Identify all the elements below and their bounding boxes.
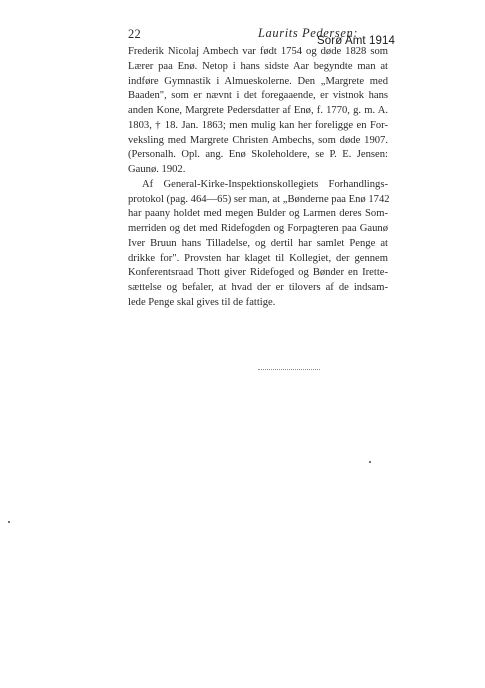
text-line: merriden og det med Ridefogden og Forpagteren paa Gaunø <box>128 223 388 234</box>
text-line: Konferentsraad Thott giver Ridefoged og Bønder en Irette- <box>128 267 388 279</box>
scan-speck <box>369 461 371 463</box>
text-line: veksling med Margrete Christen Ambechs, som døde 1907. <box>128 134 388 146</box>
paragraph-2 <box>128 178 388 311</box>
text-line: Frederik Nicolaj Ambech var født 1754 og døde 1828 som <box>128 46 388 57</box>
section-divider <box>258 369 320 370</box>
text-line: har paany holdet med megen Bulder og Larmen deres Som- <box>128 208 388 220</box>
text-line: drikke for". Provsten har klaget til Kollegiet, der gennem <box>128 252 388 264</box>
archive-stamp: Sorø Amt 1914 <box>317 35 396 47</box>
text-line: Lærer paa Enø. Netop i hans sidste Aar begyndte man at <box>128 60 388 72</box>
text-line: Gaunø. 1902. <box>128 164 186 175</box>
text-line: indføre Gymnastik i Almueskolerne. Den „Margrete med <box>128 75 388 87</box>
body-text <box>128 45 388 311</box>
paragraph-1 <box>128 45 388 178</box>
text-line: Iver Bruun hans Tilladelse, og dertil har samlet Penge at <box>128 237 388 249</box>
text-line: 1803, † 18. Jan. 1863; men mulig kan her foreligge en For- <box>128 119 388 131</box>
text-line: Af General-Kirke-Inspektionskollegiets Forhandlings- <box>142 178 388 190</box>
text-line: lede Penge skal gives til de fattige. <box>128 296 276 308</box>
running-head: Laurits Pedersen: <box>258 26 359 40</box>
page-number: 22 <box>128 27 141 41</box>
text-line: (Personalh. Opl. ang. Enø Skoleholdere, se P. E. Jensen: <box>128 149 388 161</box>
text-line: sættelse og befaler, at hvad der er tilovers af de indsam- <box>128 282 388 293</box>
scan-speck <box>8 521 10 523</box>
text-line: Baaden", som er nævnt i det foregaaende, er vistnok hans <box>128 90 388 102</box>
text-line: protokol (pag. 464—65) ser man, at „Bønderne paa Enø 1742 <box>128 193 390 205</box>
text-line: anden Kone, Margrete Pedersdatter af Enø, f. 1770, g. m. A. <box>128 105 388 116</box>
